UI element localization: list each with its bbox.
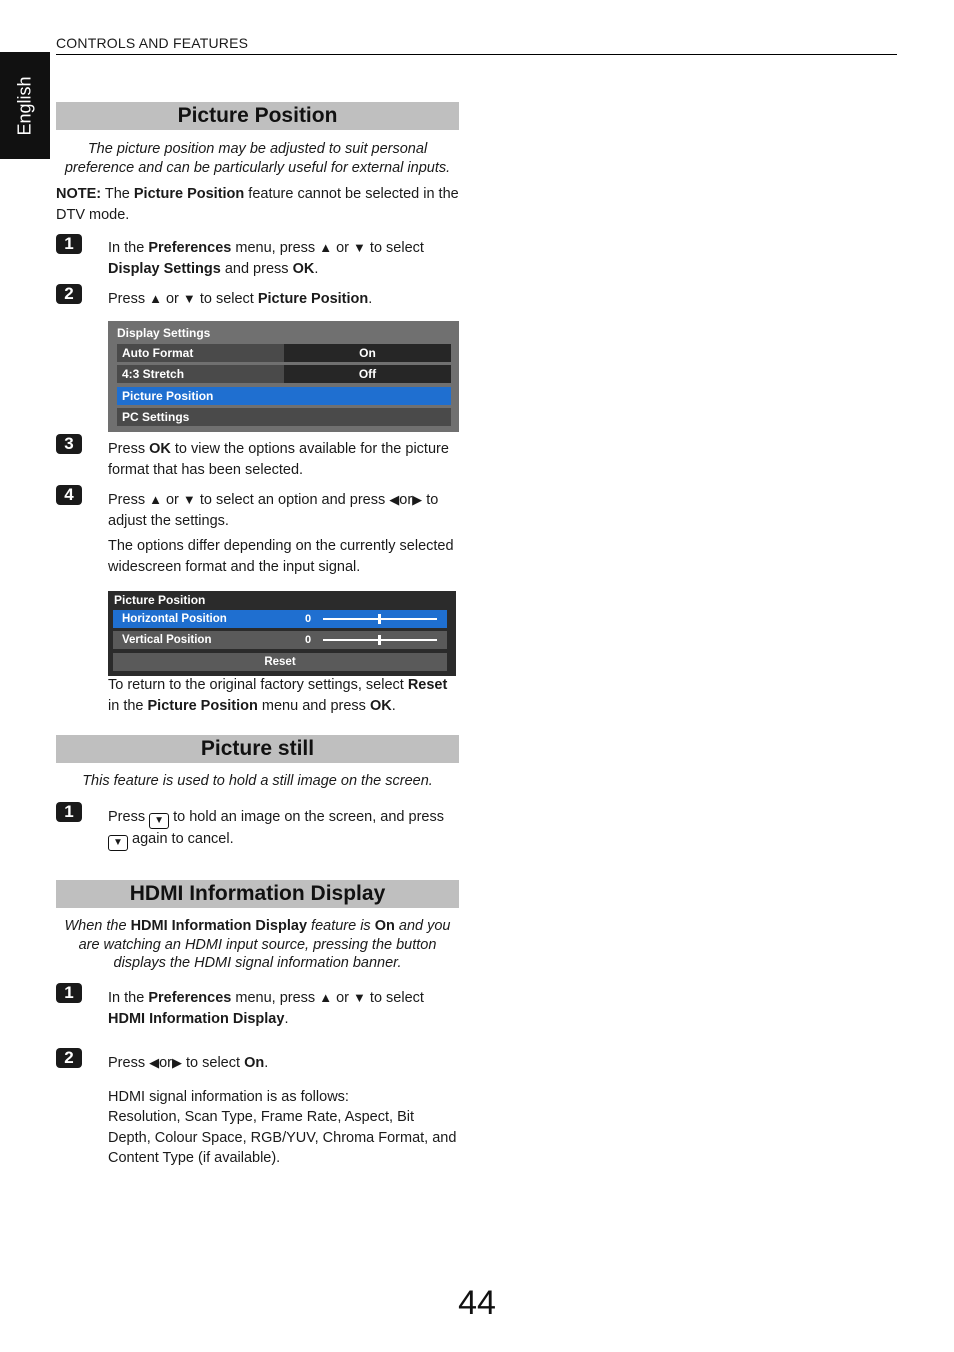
- step-badge: 2: [56, 284, 82, 304]
- running-header: CONTROLS AND FEATURES: [56, 35, 249, 51]
- step-badge: 1: [56, 234, 82, 254]
- menu-row-pc-settings: PC Settings: [117, 408, 451, 426]
- menu-row-auto-format: Auto Format On: [117, 344, 451, 362]
- step-text: In the Preferences menu, press ▲ or ▼ to select HDMI Information Display.: [108, 990, 424, 1027]
- menu-row-vertical-position: Vertical Position 0: [113, 631, 447, 649]
- step-badge: 1: [56, 802, 82, 822]
- step-text: Press ◀or▶ to select On.: [108, 1055, 269, 1071]
- step-badge: 2: [56, 1048, 82, 1068]
- display-settings-menu: [108, 321, 459, 432]
- menu-row-picture-position: Picture Position: [117, 387, 451, 405]
- reset-note: To return to the original factory settings, select Reset in the Picture Position menu and press OK.: [108, 677, 448, 714]
- section-heading-hdmi-info: HDMI Information Display: [56, 880, 459, 908]
- language-tab: [0, 52, 50, 159]
- step-text: Press ▲ or ▼ to select Picture Position.: [108, 291, 373, 307]
- page-number: 44: [458, 1284, 496, 1322]
- step-badge: 1: [56, 983, 82, 1003]
- hdmi-signal-intro: HDMI signal information is as follows:: [108, 1089, 349, 1105]
- slider-knob: [378, 635, 381, 645]
- step-text: Press OK to view the options available for the picture format that has been selected.: [108, 441, 449, 478]
- picture-still-intro: This feature is used to hold a still image on the screen.: [82, 773, 433, 789]
- down-arrow-icon: ▼: [182, 291, 196, 306]
- options-note: The options differ depending on the currently selected widescreen format and the input signal.: [108, 538, 454, 575]
- up-arrow-icon: ▲: [319, 990, 333, 1005]
- down-arrow-icon: ▼: [353, 240, 366, 255]
- right-arrow-icon: ▶: [412, 492, 423, 507]
- picture-position-note: NOTE: The Picture Position feature cannot be selected in the DTV mode.: [56, 186, 459, 223]
- left-arrow-icon: ◀: [149, 1055, 160, 1070]
- menu-title: Display Settings: [117, 326, 211, 340]
- menu-row-horizontal-position: Horizontal Position 0: [113, 610, 447, 628]
- step-text: Press ▲ or ▼ to select an option and press ◀or▶ to adjust the settings.: [108, 492, 439, 529]
- freeze-button-icon: ▼: [108, 835, 128, 851]
- left-arrow-icon: ◀: [389, 492, 400, 507]
- right-arrow-icon: ▶: [172, 1055, 182, 1070]
- step-text: In the Preferences menu, press ▲ or ▼ to select Display Settings and press OK.: [108, 240, 424, 277]
- menu-row-stretch: 4:3 Stretch Off: [117, 365, 451, 383]
- picture-position-menu: [108, 591, 456, 676]
- up-arrow-icon: ▲: [319, 240, 333, 255]
- freeze-button-icon: ▼: [149, 813, 169, 829]
- step-badge: 4: [56, 485, 82, 505]
- header-rule: [56, 54, 897, 55]
- slider-knob: [378, 614, 381, 624]
- step-badge: 3: [56, 434, 82, 454]
- hdmi-signal-list: Resolution, Scan Type, Frame Rate, Aspect, Bit Depth, Colour Space, RGB/YUV, Chroma Format, and Content Type (if available).: [108, 1109, 457, 1166]
- menu-row-reset: Reset: [113, 653, 447, 671]
- section-heading-picture-position: Picture Position: [56, 102, 459, 130]
- step-text: Press ▼ to hold an image on the screen, and press ▼ again to cancel.: [108, 807, 460, 851]
- up-arrow-icon: ▲: [149, 291, 162, 306]
- section-heading-picture-still: Picture still: [56, 735, 459, 763]
- hdmi-info-intro: When the HDMI Information Display feature is On and you are watching an HDMI input source, pressing the button displays the HDMI signal information banner.: [64, 918, 451, 971]
- down-arrow-icon: ▼: [353, 990, 366, 1005]
- up-arrow-icon: ▲: [149, 492, 162, 507]
- picture-position-intro: The picture position may be adjusted to suit personal preference and can be particularly useful for external inputs.: [64, 141, 451, 176]
- language-label: English: [14, 75, 35, 136]
- menu-title: Picture Position: [114, 593, 206, 607]
- down-arrow-icon: ▼: [182, 492, 196, 507]
